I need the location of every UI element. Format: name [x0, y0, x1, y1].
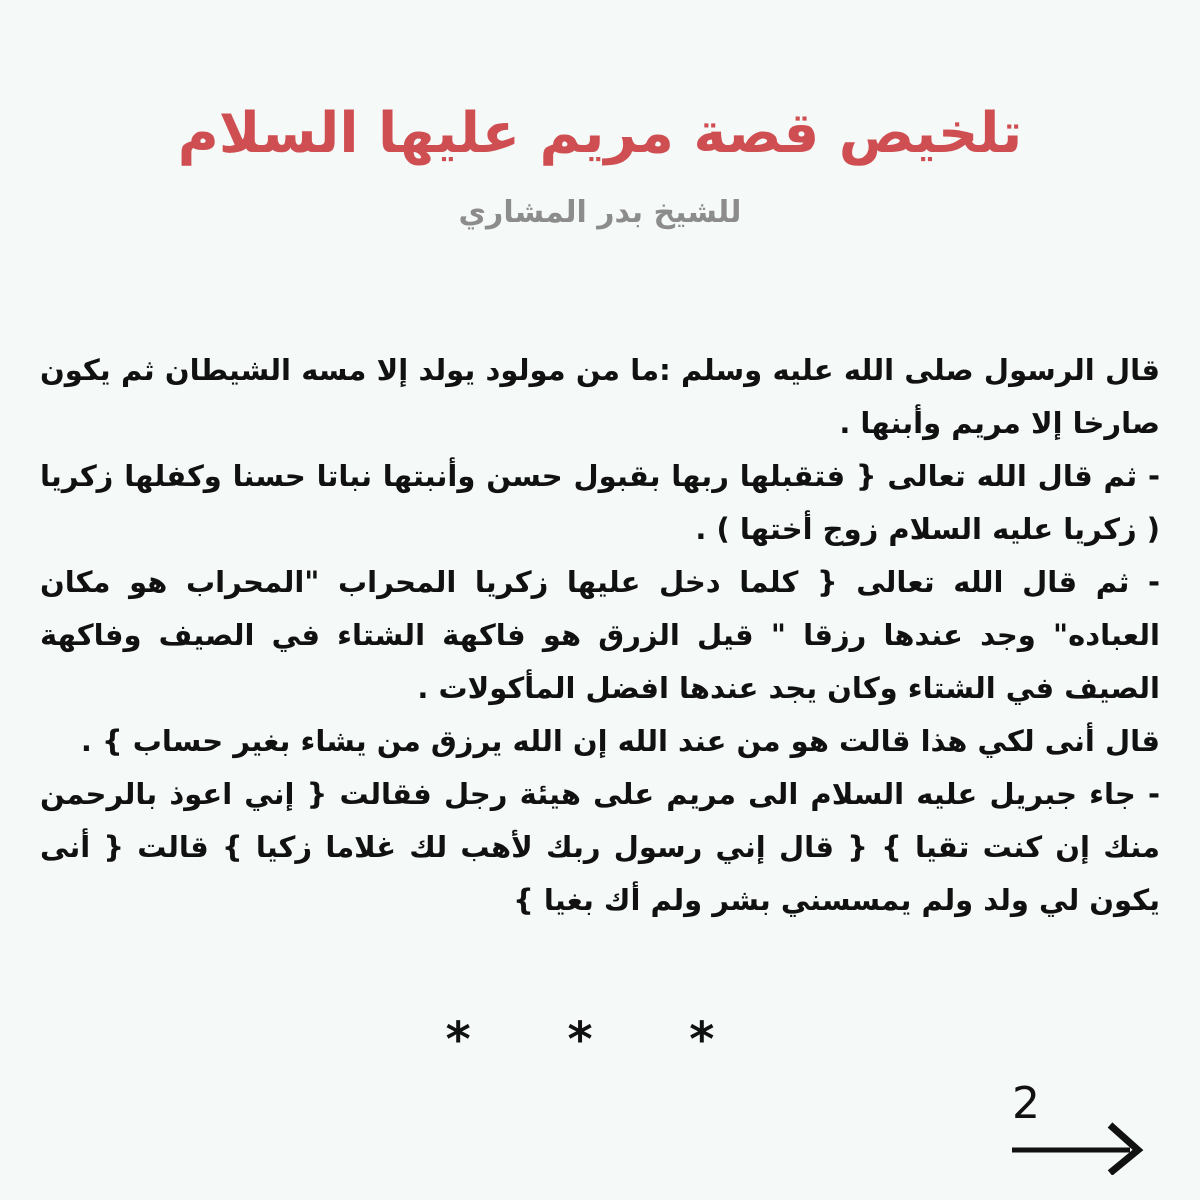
- paragraph: - جاء جبريل عليه السلام الى مريم على هيئة رجل فقالت { إني اعوذ بالرحمن منك إن كنت تقيا } { قال إني رسول ربك لأهب لك غلاما زكيا } قالت { أنى يكون لي ولد ولم يمسسني بشر ولم أك بغيا }: [40, 777, 1160, 917]
- page-title: تلخيص قصة مريم عليها السلام: [177, 101, 1023, 166]
- paragraph: - ثم قال الله تعالى { فتقبلها ربها بقبول حسن وأنبتها نباتا حسنا وكفلها زكريا ( زكريا عليه السلام زوج أختها ) .: [40, 459, 1160, 546]
- paragraph: قال أنى لكي هذا قالت هو من عند الله إن الله يرزق من يشاء بغير حساب } .: [80, 724, 1160, 758]
- paragraph: قال الرسول صلى الله عليه وسلم :ما من مولود يولد إلا مسه الشيطان ثم يكون صارخا إلا مريم وأبنها .: [40, 353, 1160, 440]
- paragraph: - ثم قال الله تعالى { كلما دخل عليها زكريا المحراب "المحراب هو مكان العباده" وجد عندها رزقا " قيل الزرق هو فاكهة الشتاء في الصيف وفاكهة الصيف في الشتاء وكان يجد عندها افضل المأكولات .: [40, 565, 1160, 705]
- section-separator: * * *: [445, 1012, 755, 1068]
- page-number: 2: [1012, 1078, 1040, 1129]
- right-arrow-icon[interactable]: [1012, 1115, 1147, 1175]
- story-text: [40, 344, 1160, 927]
- page-subtitle: للشيخ بدر المشاري: [458, 195, 742, 230]
